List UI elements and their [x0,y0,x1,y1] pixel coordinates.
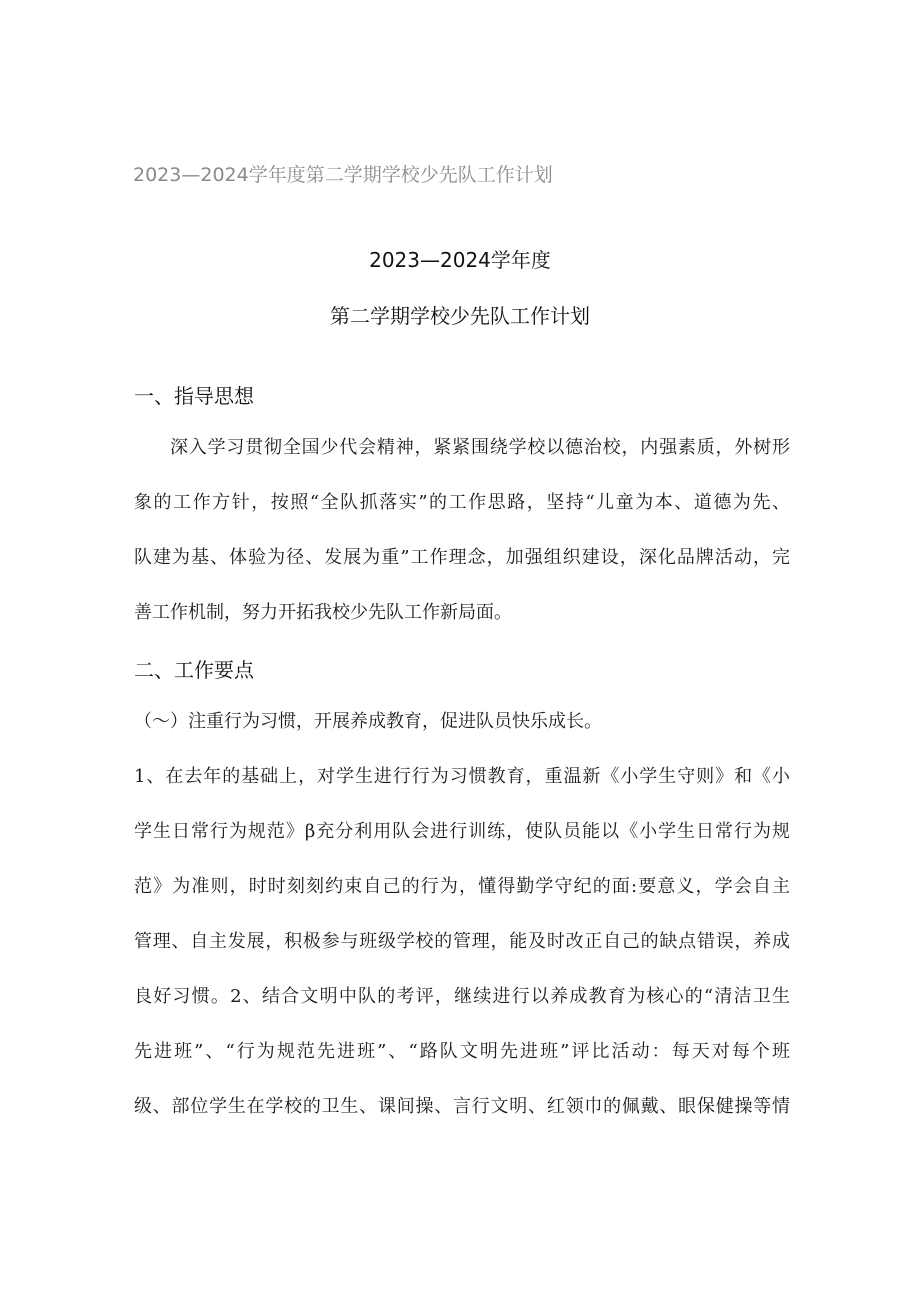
paragraph-line: 队建为基、体验为径、发展为重”工作理念，加强组织建设，深化品牌活动，完 [134,547,790,568]
running-header: 2023—2024学年度第二学期学校少先队工作计划 [133,164,553,186]
paragraph-line: 管理、自主发展，积极参与班级学校的管理，能及时改正自己的缺点错误，养成 [134,931,790,952]
section-1-paragraph [134,420,790,640]
document-title-line-2: 第二学期学校少先队工作计划 [330,304,590,328]
paragraph-line: 善工作机制，努力开拓我校少先队工作新局面。 [134,602,512,623]
paragraph-line: 象的工作方针，按照“全队抓落实”的工作思路，坚持“儿童为本、道德为先、 [134,492,790,513]
section-1-heading: 一、指导思想 [134,384,254,408]
paragraph-line: 范》为准则，时时刻刻约束自己的行为，懂得勤学守纪的面:要意义，学会自主 [134,876,790,897]
paragraph-line: 深入学习贯彻全国少代会精神，紧紧围绕学校以德治校，内强素质，外树形 [170,437,790,458]
paragraph-line: 学生日常行为规范》β充分利用队会进行训练，使队员能以《小学生日常行为规 [134,821,790,842]
paragraph-line: 良好习惯。2、结合文明中队的考评，继续进行以养成教育为核心的“清洁卫生 [134,986,790,1007]
document-title-line-1: 2023—2024学年度 [369,248,551,272]
paragraph-line: （〜）注重行为习惯，开展养成教育，促进队员快乐成长。 [134,711,602,732]
paragraph-line: 级、部位学生在学校的卫生、课间操、言行文明、红领巾的佩戴、眼保健操等情 [134,1096,790,1117]
paragraph-line: 先进班”、“行为规范先进班”、“路队文明先进班”评比活动：每天对每个班 [134,1041,790,1062]
paragraph-line: 1、在去年的基础上，对学生进行行为习惯教育，重温新《小学生守则》和《小 [134,766,790,787]
section-2-heading: 二、工作要点 [134,658,254,682]
section-2-paragraph [134,694,790,1134]
